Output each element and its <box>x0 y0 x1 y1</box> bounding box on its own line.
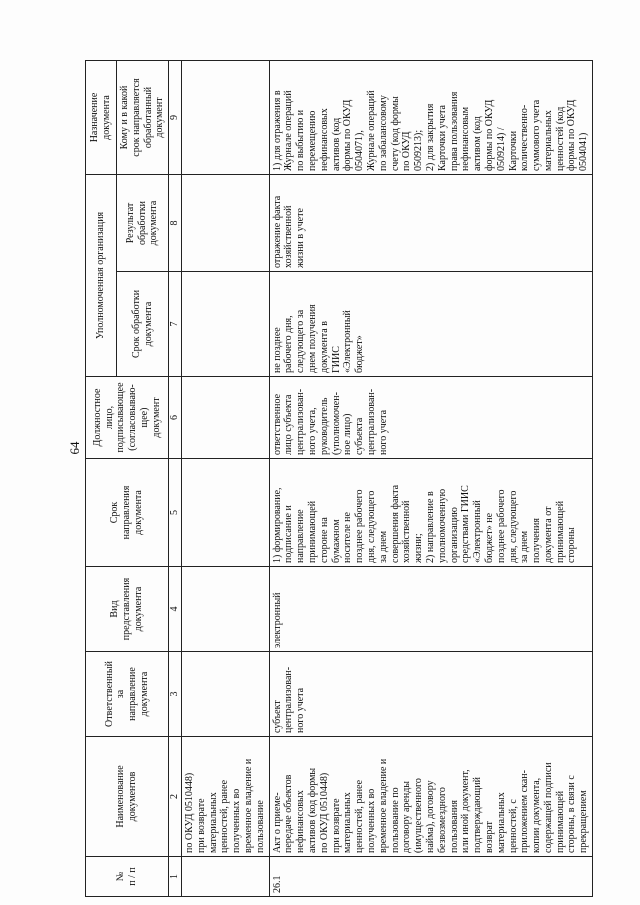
header-representation-type: Вид представления документа <box>86 567 169 652</box>
rotated-table-container <box>85 61 605 897</box>
column-number-row <box>169 60 182 896</box>
cell-representation-type <box>181 567 269 652</box>
column-number: 1 <box>169 857 182 897</box>
cell-sending-deadline <box>181 459 269 567</box>
column-number: 6 <box>169 377 182 459</box>
cell-signing-official: ответственное лицо субъекта централизован- ного учета, руководитель (уполномочен- ное лицо) субъекта централизован- ного учета <box>269 377 593 459</box>
cell-recipient: 1) для отражения в Журнале операций по выбытию и перемещению нефинансовых активов (код формы по ОКУД 0504071), Журнале операций по забалансовому счету (код формы по ОКУД 0509213); 2) для закрытия Карточки учета права пользования нефинансовым активом (код формы по ОКУД 0509214) / Карточки количественно- суммового учета материальных ценностей (код формы по ОКУД 0504041) <box>269 60 593 174</box>
column-number: 4 <box>169 567 182 652</box>
table-row <box>269 60 593 896</box>
header-row-number: № п / п <box>86 857 169 897</box>
cell-processing-deadline: не позднее рабочего дня, следующего за днем получения документа в ГИИС «Электронный бюджет» <box>269 272 593 377</box>
document-registry-table <box>85 60 593 897</box>
cell-processing-deadline <box>181 272 269 377</box>
cell-row-number <box>181 857 269 897</box>
header-sending-deadline: Срок направления документа <box>86 459 169 567</box>
cell-signing-official <box>181 377 269 459</box>
column-number: 9 <box>169 60 182 174</box>
column-number: 2 <box>169 737 182 857</box>
header-authorized-organization: Уполномоченная организация <box>86 174 117 376</box>
cell-responsible: субъект централизован- ного учета <box>269 652 593 737</box>
header-row-top <box>86 60 117 896</box>
cell-representation-type: электронный <box>269 567 593 652</box>
cell-processing-result <box>181 174 269 271</box>
header-signing-official: Должностное лицо, подписывающее (согласовываю- щее) документ <box>86 377 169 459</box>
column-number: 5 <box>169 459 182 567</box>
cell-sending-deadline: 1) формирование, подписание и направление принимающей стороне на бумажном носителе не позднее рабочего дня, следующего за днем совершения факта хозяйственной жизни; 2) направление в уполномоченную организацию средствами ГИИС «Электронный бюджет» не позднее рабочего дня, следующего за днем получения документа от принимающей стороны <box>269 459 593 567</box>
header-document-name: Наименование документов <box>86 737 169 857</box>
cell-row-number: 26.1 <box>269 857 593 897</box>
cell-document-name: по ОКУД 0510448) при возврате материальных ценностей, ранее полученных во временное владение и пользование <box>181 737 269 857</box>
cell-processing-result: отражение факта хозяйственной жизни в учете <box>269 174 593 271</box>
page-number: 64 <box>67 441 82 455</box>
cell-recipient <box>181 60 269 174</box>
column-number: 7 <box>169 272 182 377</box>
header-responsible: Ответственный за направление документа <box>86 652 169 737</box>
header-document-destination: Назначение документа <box>86 60 117 174</box>
cell-responsible <box>181 652 269 737</box>
header-processing-deadline: Срок обработки документа <box>117 272 169 377</box>
cell-document-name: Акт о приеме- передаче объектов нефинансовых активов (код формы по ОКУД 0510448) при возврате материальных ценностей, ранее полученных во временное владение и пользование по договору аренды (имущественного найма), договору безвозмездного пользования или иной документ, подтверждающий возврат материальных ценностей, с приложением скан- копии документа, содержащей подписи принимающей стороны, в связи с прекращением <box>269 737 593 857</box>
header-recipient-and-deadline: Кому и в какой срок направляется обработанный документ <box>117 60 169 174</box>
header-processing-result: Результат обработки документа <box>117 174 169 271</box>
column-number: 3 <box>169 652 182 737</box>
column-number: 8 <box>169 174 182 271</box>
table-row <box>181 60 269 896</box>
